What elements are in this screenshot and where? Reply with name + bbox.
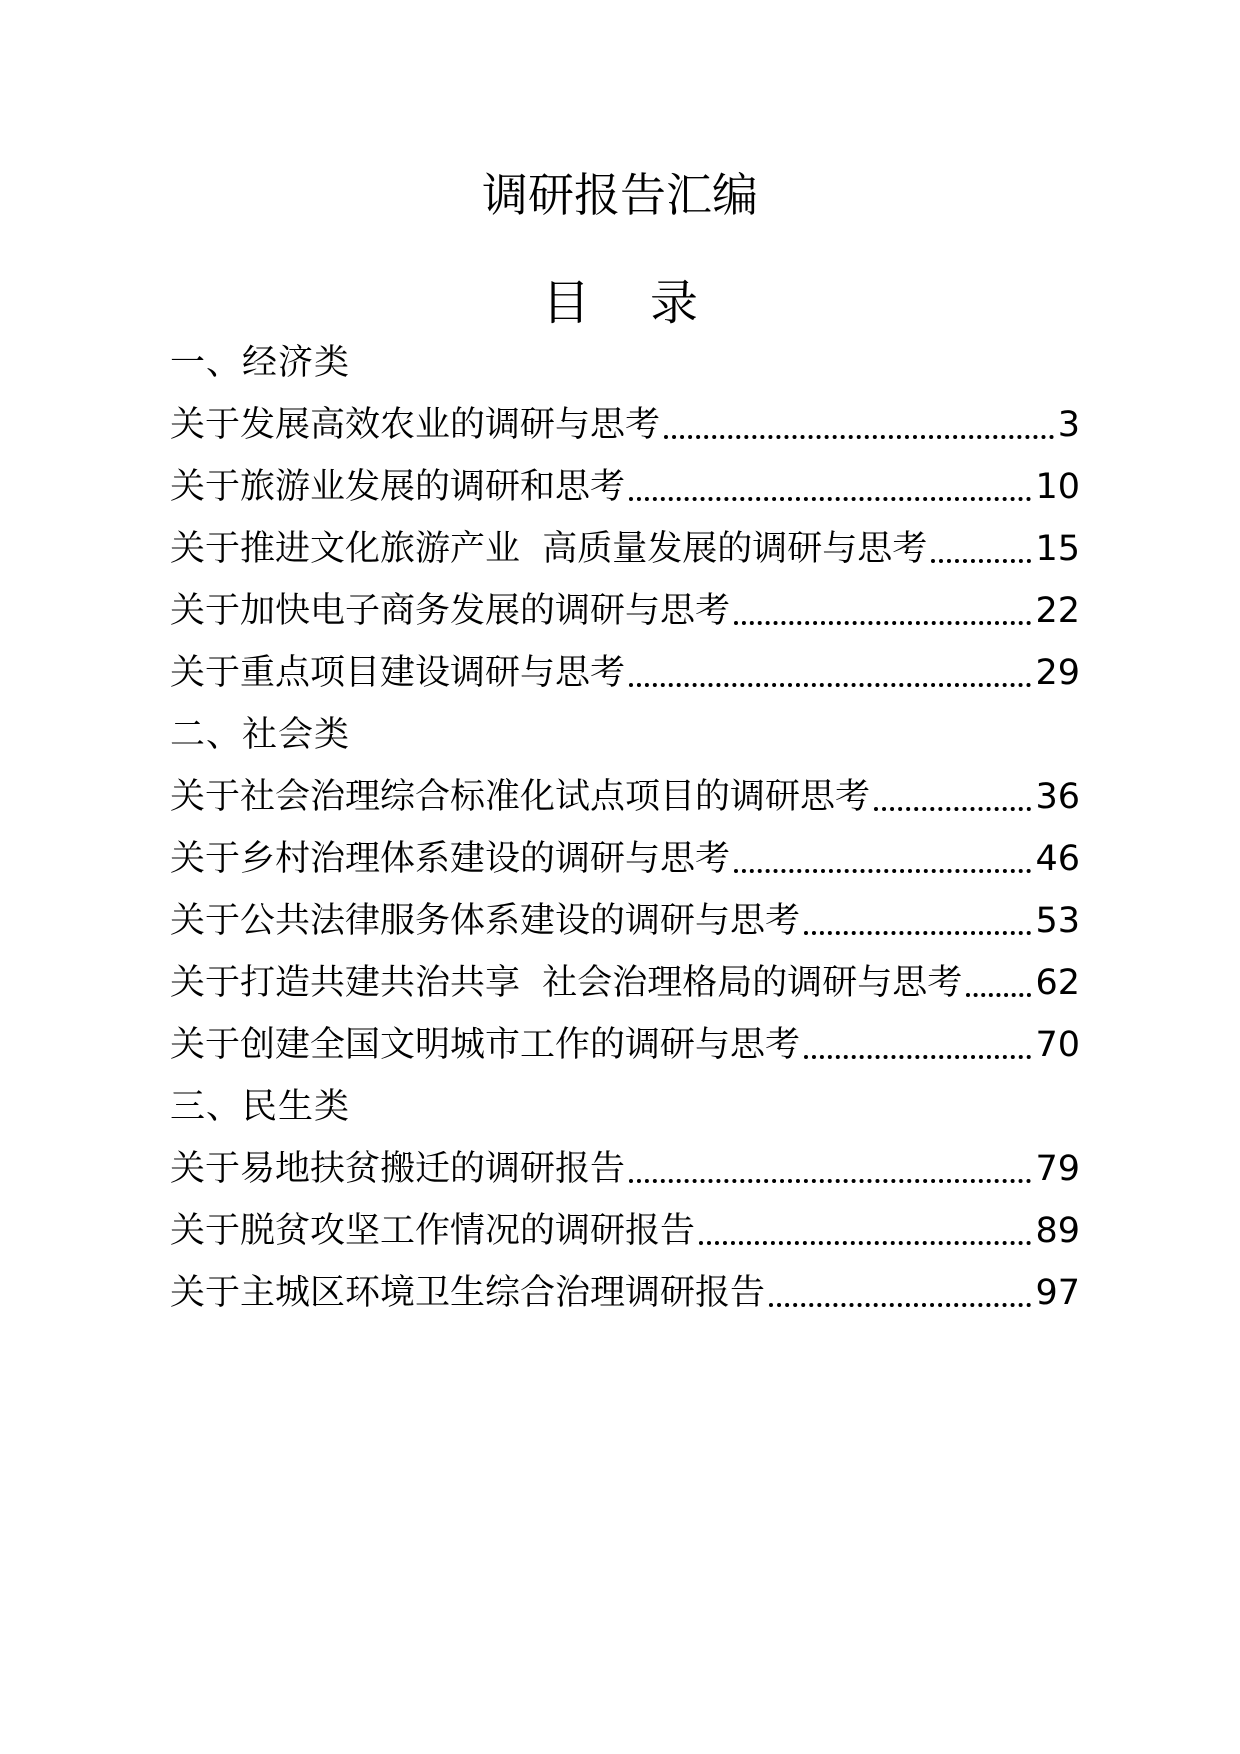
toc-entry[interactable] bbox=[170, 456, 1080, 518]
toc-entry-page: 36 bbox=[1035, 777, 1080, 817]
toc-heading bbox=[0, 268, 1240, 338]
toc-entry-title: 关于易地扶贫搬迁的调研报告 bbox=[170, 1149, 626, 1189]
dot-leader bbox=[664, 394, 1054, 456]
toc-entry-title: 关于创建全国文明城市工作的调研与思考 bbox=[170, 1025, 801, 1065]
toc-entry-page: 3 bbox=[1057, 405, 1080, 445]
toc-entry-title: 关于主城区环境卫生综合治理调研报告 bbox=[170, 1273, 766, 1313]
dot-leader bbox=[629, 1138, 1031, 1200]
toc-entry-page: 79 bbox=[1035, 1149, 1080, 1189]
toc-entry[interactable] bbox=[170, 1138, 1080, 1200]
toc-heading-right: 录 bbox=[650, 275, 699, 331]
dot-leader bbox=[804, 1014, 1031, 1076]
toc-entry-page: 53 bbox=[1035, 901, 1080, 941]
toc-entry-page: 89 bbox=[1035, 1211, 1080, 1251]
toc-entry-title: 关于打造共建共治共享 社会治理格局的调研与思考 bbox=[170, 963, 963, 1003]
table-of-contents bbox=[170, 332, 1080, 1324]
toc-entry[interactable] bbox=[170, 580, 1080, 642]
dot-leader bbox=[629, 642, 1031, 704]
toc-entry-title: 关于推进文化旅游产业 高质量发展的调研与思考 bbox=[170, 529, 928, 569]
toc-entry[interactable] bbox=[170, 642, 1080, 704]
toc-entry[interactable] bbox=[170, 1014, 1080, 1076]
toc-entry-title: 关于旅游业发展的调研和思考 bbox=[170, 467, 626, 507]
section-heading-society: 二、社会类 bbox=[170, 715, 351, 755]
toc-entry[interactable] bbox=[170, 828, 1080, 890]
toc-entry-page: 70 bbox=[1035, 1025, 1080, 1065]
dot-leader bbox=[966, 952, 1031, 1014]
dot-leader bbox=[804, 890, 1031, 952]
toc-entry-title: 关于发展高效农业的调研与思考 bbox=[170, 405, 661, 445]
toc-entry-title: 关于加快电子商务发展的调研与思考 bbox=[170, 591, 731, 631]
toc-entry-title: 关于脱贫攻坚工作情况的调研报告 bbox=[170, 1211, 696, 1251]
toc-heading-left: 目 bbox=[541, 275, 590, 331]
section-heading-economy: 一、经济类 bbox=[170, 343, 351, 383]
dot-leader bbox=[734, 828, 1031, 890]
document-title: 调研报告汇编 bbox=[482, 168, 758, 222]
dot-leader bbox=[874, 766, 1031, 828]
toc-entry-page: 62 bbox=[1035, 963, 1080, 1003]
toc-entry-page: 10 bbox=[1035, 467, 1080, 507]
toc-entry[interactable] bbox=[170, 518, 1080, 580]
toc-entry-page: 29 bbox=[1035, 653, 1080, 693]
toc-entry-page: 22 bbox=[1035, 591, 1080, 631]
toc-entry-title: 关于重点项目建设调研与思考 bbox=[170, 653, 626, 693]
toc-entry-page: 97 bbox=[1035, 1273, 1080, 1313]
dot-leader bbox=[931, 518, 1031, 580]
dot-leader bbox=[699, 1200, 1031, 1262]
toc-entry-title: 关于公共法律服务体系建设的调研与思考 bbox=[170, 901, 801, 941]
toc-entry-title: 关于社会治理综合标准化试点项目的调研思考 bbox=[170, 777, 871, 817]
dot-leader bbox=[769, 1262, 1031, 1324]
section-heading-livelihood: 三、民生类 bbox=[170, 1087, 351, 1127]
dot-leader bbox=[629, 456, 1031, 518]
toc-entry[interactable] bbox=[170, 952, 1080, 1014]
dot-leader bbox=[734, 580, 1031, 642]
toc-entry-title: 关于乡村治理体系建设的调研与思考 bbox=[170, 839, 731, 879]
toc-entry-page: 46 bbox=[1035, 839, 1080, 879]
toc-entry[interactable] bbox=[170, 1200, 1080, 1262]
toc-entry[interactable] bbox=[170, 766, 1080, 828]
toc-entry[interactable] bbox=[170, 394, 1080, 456]
toc-entry[interactable] bbox=[170, 1262, 1080, 1324]
toc-entry[interactable] bbox=[170, 890, 1080, 952]
toc-entry-page: 15 bbox=[1035, 529, 1080, 569]
